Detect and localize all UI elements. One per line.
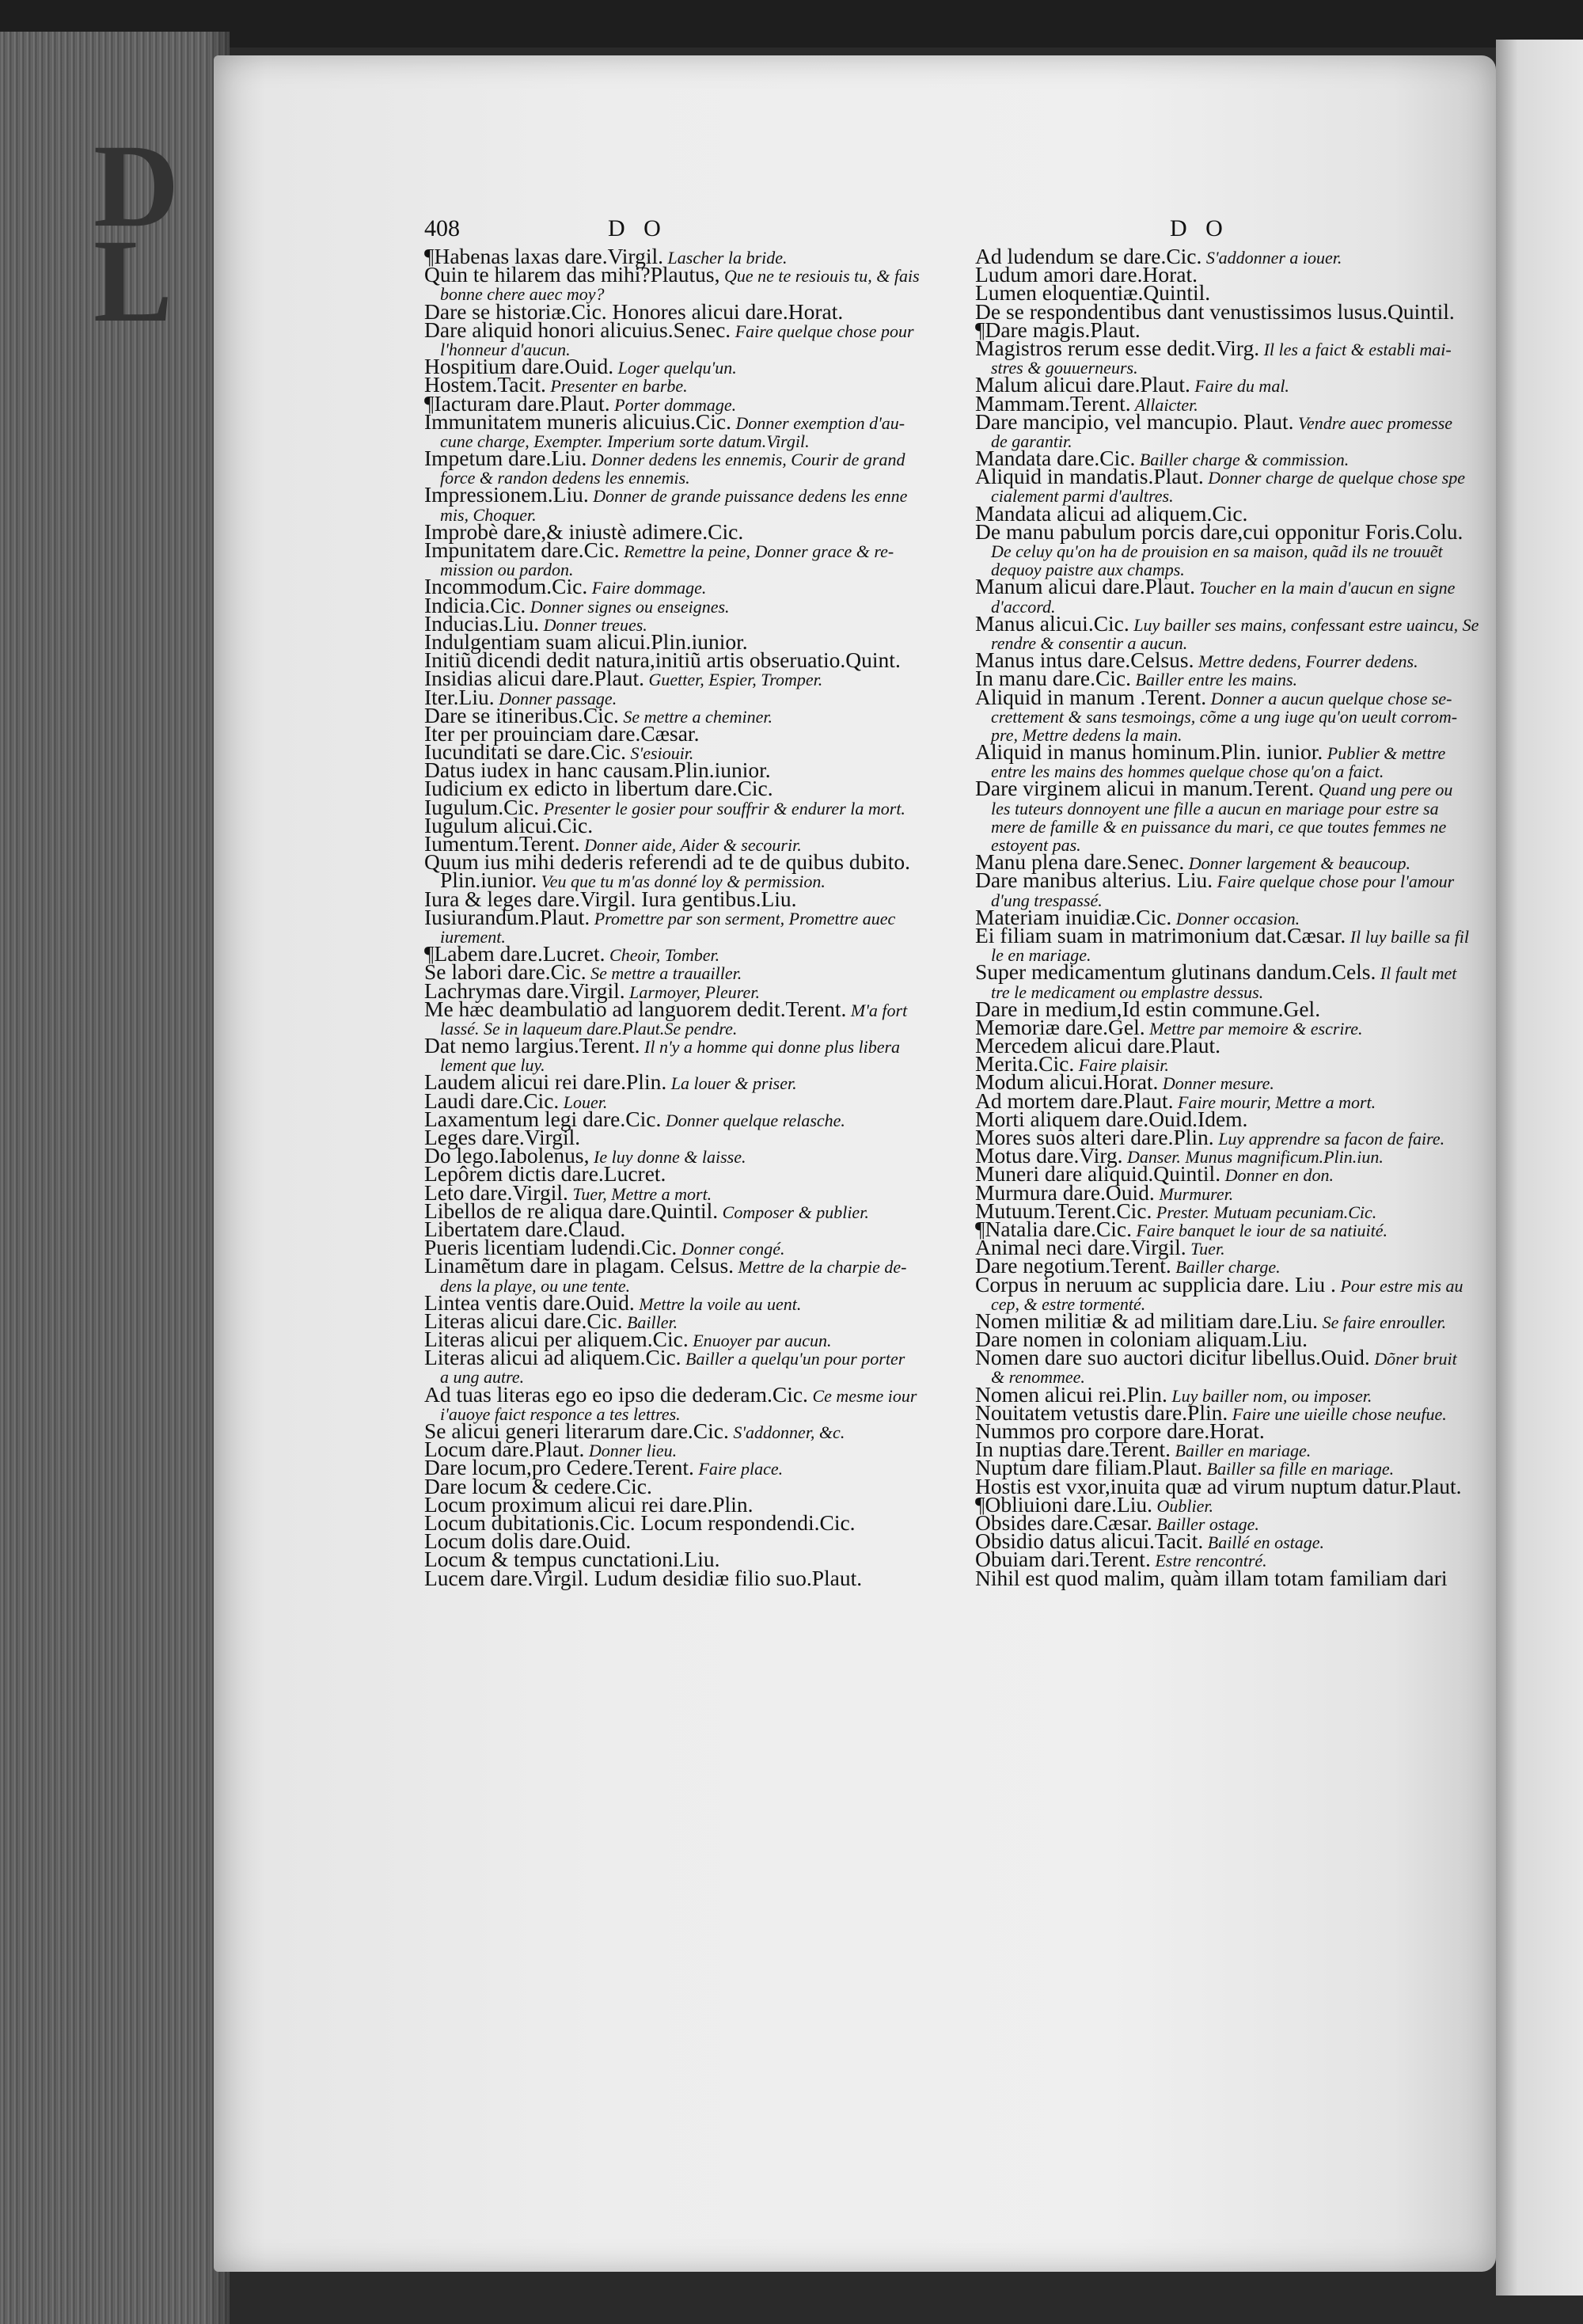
latin-phrase: Dare locum,pro Cedere.Terent. [424, 1455, 694, 1480]
latin-phrase: Motus dare.Virg. [975, 1143, 1123, 1168]
latin-phrase: Nomen alicui rei.Plin. [975, 1381, 1167, 1407]
french-gloss: l'honneur d'aucun. [440, 339, 571, 359]
latin-phrase: Iugulum alicui.Cic. [424, 812, 594, 837]
dictionary-line [975, 868, 1455, 893]
latin-phrase: Datus iudex in hanc causam.Plin.iunior. [424, 758, 771, 783]
latin-phrase: Immunitatem muneris alicuius.Cic. [424, 408, 731, 434]
french-gloss: Faire dommage. [587, 578, 707, 598]
french-gloss: Bailler entre les mains. [1131, 670, 1298, 690]
dictionary-line [975, 464, 1466, 489]
latin-phrase: Ad ludendum se dare.Cic. [975, 244, 1202, 268]
latin-phrase: Laudi dare.Cic. [424, 1088, 560, 1113]
latin-phrase: Iura & leges dare.Virgil. Iura gentibus.Liu. [424, 886, 797, 911]
latin-phrase: Linamẽtum dare in plagam. Celsus. [424, 1253, 735, 1278]
french-gloss: Quand ung pere ou [1314, 780, 1453, 800]
french-gloss: Estre rencontré. [1150, 1551, 1267, 1571]
french-gloss: Toucher en la main d'aucun en signe [1194, 578, 1456, 598]
latin-phrase: Libellos de re aliqua dare.Quintil. [424, 1198, 719, 1223]
dictionary-line [424, 1345, 905, 1370]
book-page-edges [0, 32, 230, 2324]
latin-phrase: Lintea ventis dare.Ouid. [424, 1289, 635, 1315]
right-column [975, 244, 1479, 1590]
french-gloss: Que ne te resiouis tu, & fais [719, 266, 920, 287]
dictionary-line [424, 317, 914, 342]
latin-phrase: Quin te hilarem das mihi?Plautus, [424, 262, 720, 287]
dictionary-line [975, 408, 1453, 434]
french-gloss: Faire quelque chose pour l'amour [1213, 872, 1455, 892]
latin-phrase: Dare in medium,Id estin commune.Gel. [975, 996, 1321, 1021]
scan-top-shadow [0, 0, 1583, 47]
french-gloss: Murmurer. [1154, 1183, 1234, 1204]
latin-phrase: Dare nomen in coloniam aliquam.Liu. [975, 1327, 1308, 1352]
dictionary-line [975, 541, 1443, 561]
french-gloss: S'addonner, &c. [728, 1422, 845, 1442]
latin-phrase: In manu dare.Cic. [975, 666, 1132, 691]
latin-phrase: Materiam inuidiæ.Cic. [975, 904, 1172, 929]
french-gloss: Donner a aucun quelque chose se- [1206, 688, 1452, 708]
french-gloss: Presenter le gosier pour souffrir & endurer la mort. [539, 798, 905, 818]
french-gloss: Donner aide, Aider & secourir. [579, 835, 802, 855]
french-gloss: Louer. [559, 1092, 608, 1112]
french-gloss: Donner congé. [677, 1239, 785, 1259]
latin-phrase: Corpus in neruum ac supplicia dare. Liu . [975, 1271, 1336, 1297]
french-gloss: dequoy paistre aux champs. [991, 560, 1185, 580]
latin-phrase: Impetum dare.Liu. [424, 446, 587, 471]
french-gloss: Il les a faict & establi mai- [1259, 339, 1452, 359]
french-gloss: Faire quelque chose pour [731, 321, 914, 341]
french-gloss: Tuer, Mettre a mort. [568, 1183, 712, 1204]
running-head-right: D O [1170, 215, 1229, 241]
french-gloss: Donner dedens les ennemis, Courir de grand [587, 450, 905, 470]
dictionary-line [424, 1565, 872, 1590]
french-gloss: Ce mesme iour [807, 1385, 917, 1406]
french-gloss: Mettre la voile au uent. [634, 1293, 802, 1314]
latin-phrase: Ei filiam suam in matrimonium dat.Cæsar. [975, 922, 1346, 947]
french-gloss: Dõner bruit [1369, 1349, 1457, 1369]
french-gloss: pre, Mettre dedens la main. [991, 724, 1183, 745]
latin-phrase: Se alicui generi literarum dare.Cic. [424, 1418, 729, 1443]
latin-phrase: Mores suos alteri dare.Plin. [975, 1125, 1214, 1149]
french-gloss: Ie luy donne & laisse. [589, 1147, 746, 1168]
french-gloss: S'addonner a iouer. [1201, 248, 1342, 268]
latin-phrase: Me hæc deambulatio ad languorem dedit.Terent. [424, 996, 847, 1021]
latin-phrase: Mammam.Terent. [975, 390, 1131, 416]
latin-phrase: ¶Dare magis.Plaut. [975, 317, 1141, 342]
french-gloss: Donner en don. [1220, 1165, 1334, 1186]
dictionary-line [424, 537, 894, 562]
french-gloss: Remettre la peine, Donner grace & re- [619, 541, 894, 561]
french-gloss: Loger quelqu'un. [613, 358, 737, 378]
dictionary-line [975, 610, 1479, 636]
french-gloss: Bailler charge. [1171, 1257, 1281, 1278]
dictionary-line [424, 262, 920, 287]
french-gloss: Bailler sa fille en mariage. [1202, 1459, 1395, 1479]
french-gloss: tre le medicament ou emplastre dessus. [991, 982, 1264, 1002]
dictionary-line [975, 684, 1452, 709]
french-gloss: De celuy qu'on ha de prouision en sa maison, quãd ils ne trouuẽt [991, 541, 1443, 561]
latin-phrase: Obsides dare.Cæsar. [975, 1509, 1152, 1535]
handwritten-margin-note [93, 120, 177, 347]
french-gloss: cep, & estre tormenté. [991, 1293, 1146, 1314]
latin-phrase: Dare se itineribus.Cic. [424, 702, 619, 727]
french-gloss: La louer & priser. [666, 1073, 797, 1094]
french-gloss: Pour estre mis au [1335, 1275, 1463, 1296]
latin-phrase: Manum alicui dare.Plaut. [975, 574, 1195, 599]
french-gloss: Faire du mal. [1190, 376, 1289, 397]
latin-phrase: Locum dubitationis.Cic. Locum respondendi.Cic. [424, 1509, 856, 1535]
french-gloss: crettement & sans tesmoings, cõme a ung iuge qu'on ueult corrom- [991, 706, 1458, 727]
french-gloss: Bailler ostage. [1152, 1513, 1259, 1534]
running-head-left: D O [608, 215, 667, 241]
french-gloss: Vendre auec promesse [1293, 412, 1453, 433]
dictionary-line [424, 1253, 907, 1278]
latin-phrase: Ad tuas literas ego eo ipso die dederam.Cic. [424, 1381, 808, 1407]
latin-phrase: Literas alicui per aliquem.Cic. [424, 1327, 689, 1352]
french-gloss: Faire mourir, Mettre a mort. [1173, 1092, 1376, 1112]
latin-phrase: Literas alicui ad aliquem.Cic. [424, 1345, 681, 1370]
latin-phrase: Indulgentiam suam alicui.Plin.iunior. [424, 628, 748, 654]
latin-phrase: Hostem.Tacit. [424, 372, 546, 397]
french-gloss: Se mettre a cheminer. [618, 706, 773, 727]
french-gloss: Bailler charge & commission. [1135, 450, 1350, 470]
french-gloss: Mettre dedens, Fourrer dedens. [1194, 651, 1418, 672]
latin-phrase: Iter.Liu. [424, 684, 495, 709]
french-gloss: Enuoyer par aucun. [688, 1331, 832, 1351]
latin-phrase: Leges dare.Virgil. [424, 1125, 581, 1149]
french-gloss: stres & gouuerneurs. [991, 358, 1138, 378]
latin-phrase: Nouitatem vetustis dare.Plin. [975, 1399, 1228, 1425]
facing-page-edge [1496, 40, 1583, 2296]
latin-phrase: Memoriæ dare.Gel. [975, 1014, 1145, 1039]
french-gloss: Mettre de la charpie de- [734, 1257, 907, 1278]
french-gloss: cune charge, Exempter. Imperium sorte datum.Virgil. [440, 431, 810, 451]
dictionary-line [424, 482, 908, 507]
latin-phrase: Leto dare.Virgil. [424, 1179, 568, 1205]
latin-phrase: Laudem alicui rei dare.Plin. [424, 1069, 667, 1095]
latin-phrase: Locum dolis dare.Ouid. [424, 1528, 632, 1554]
latin-phrase: Improbè dare,& iniustè adimere.Cic. [424, 518, 744, 544]
french-gloss: cialement parmi d'aultres. [991, 486, 1174, 507]
latin-phrase: Iudicium ex edicto in libertum dare.Cic. [424, 776, 773, 801]
latin-phrase: Locum dare.Plaut. [424, 1437, 585, 1462]
french-gloss: entre les mains des hommes quelque chose qu'on a faict. [991, 761, 1384, 782]
french-gloss: de garantir. [991, 431, 1072, 451]
latin-phrase: Iugulum.Cic. [424, 794, 540, 819]
latin-phrase: Locum proximum alicui rei dare.Plin. [424, 1491, 754, 1517]
french-gloss: iurement. [440, 926, 506, 947]
latin-phrase: ¶Iacturam dare.Plaut. [424, 390, 610, 416]
latin-phrase: Mandata alicui ad aliquem.Cic. [975, 500, 1248, 526]
latin-phrase: Dat nemo largius.Terent. [424, 1033, 640, 1058]
french-gloss: Donner signes ou enseignes. [526, 596, 730, 617]
french-gloss: Luy bailler nom, ou imposer. [1167, 1385, 1372, 1406]
latin-phrase: Iumentum.Terent. [424, 831, 580, 856]
french-gloss: Tuer. [1186, 1239, 1225, 1259]
french-gloss: Donner exemption d'au- [731, 412, 905, 433]
latin-phrase: Morti aliquem dare.Ouid.Idem. [975, 1106, 1248, 1131]
french-gloss: M'a fort [846, 1000, 908, 1020]
left-column [424, 244, 920, 1590]
french-gloss: Donner quelque relasche. [661, 1110, 845, 1130]
french-gloss: mere de famille & en puissance du mari, ce que toutes femmes ne [991, 816, 1447, 837]
latin-phrase: Quum ius mihi dederis referendi ad te de quibus dubito. [424, 849, 911, 875]
french-gloss: Donner passage. [494, 688, 617, 708]
french-gloss: a ung autre. [440, 1367, 525, 1388]
latin-phrase: Magistros rerum esse dedit.Virg. [975, 335, 1260, 360]
dictionary-line [424, 904, 896, 929]
latin-phrase: Mutuum.Terent.Cic. [975, 1198, 1152, 1223]
latin-phrase: Lepôrem dictis dare.Lucret. [424, 1161, 666, 1187]
french-gloss: Se faire enrouller. [1318, 1312, 1447, 1332]
latin-phrase: Mercedem alicui dare.Plaut. [975, 1033, 1221, 1058]
latin-phrase: Lucem dare.Virgil. Ludum desidiæ filio suo.Plaut. [424, 1565, 863, 1590]
french-gloss: Cheoir, Tomber. [605, 945, 720, 966]
dictionary-line [424, 408, 905, 434]
french-gloss: force & randon dedens les ennemis. [440, 468, 690, 488]
french-gloss: Porter dommage. [609, 394, 737, 415]
latin-phrase: Insidias alicui dare.Plaut. [424, 666, 644, 691]
latin-phrase: Dare negotium.Terent. [975, 1253, 1171, 1278]
french-gloss: Se mettre a trauailler. [586, 963, 742, 984]
latin-phrase: Laxamentum legi dare.Cic. [424, 1106, 662, 1131]
latin-phrase: Nihil est quod malim, quàm illam totam familiam dari [975, 1565, 1448, 1590]
french-gloss: Donner mesure. [1158, 1073, 1274, 1094]
french-gloss: Donner lieu. [584, 1441, 678, 1461]
french-gloss: d'ung trespassé. [991, 890, 1103, 910]
latin-phrase: Literas alicui dare.Cic. [424, 1308, 623, 1333]
latin-phrase: Iucunditati se dare.Cic. [424, 739, 627, 765]
margin-note-line-1: D [93, 120, 177, 252]
french-gloss: bonne chere auec moy? [440, 284, 605, 305]
french-gloss: Veu que tu m'as donné loy & permission. [537, 872, 826, 892]
french-gloss: i'auoye faict responce a tes lettres. [440, 1403, 681, 1424]
french-gloss: S'esiouir. [626, 743, 694, 764]
french-gloss: Bailler a quelqu'un pour porter [681, 1349, 905, 1369]
french-gloss: Donner treues. [539, 614, 647, 635]
dictionary-line [975, 922, 1470, 947]
dictionary-line [975, 574, 1456, 599]
dictionary-line [424, 1033, 901, 1058]
page-number: 408 [424, 215, 460, 241]
dictionary-line [975, 1565, 1448, 1590]
french-gloss: Oublier. [1152, 1495, 1214, 1516]
dictionary-line [424, 446, 905, 471]
latin-phrase: Hostis est vxor,inuita quæ ad virum nuptum datur.Plaut. [975, 1473, 1462, 1498]
french-gloss: Faire plaisir. [1074, 1055, 1169, 1076]
latin-phrase: De se respondentibus dant venustissimos lusus.Quintil. [975, 298, 1455, 324]
french-gloss: Presenter en barbe. [545, 376, 688, 397]
french-gloss: d'accord. [991, 596, 1056, 617]
latin-phrase: De manu pabulum porcis dare,cui opponitur Foris.Colu. [975, 518, 1463, 544]
latin-phrase: Obuiam dari.Terent. [975, 1547, 1151, 1572]
latin-phrase: Dare mancipio, vel mancupio. Plaut. [975, 408, 1294, 434]
latin-phrase: Impressionem.Liu. [424, 482, 589, 507]
latin-phrase: ¶Habenas laxas dare.Virgil. [424, 244, 664, 268]
latin-phrase: Inducias.Liu. [424, 610, 540, 636]
french-gloss: Faire banquet le iour de sa natiuité. [1132, 1220, 1388, 1240]
latin-phrase: Dare se historiæ.Cic. Honores alicui dare.Horat. [424, 298, 844, 324]
latin-phrase: Manus intus dare.Celsus. [975, 647, 1194, 673]
latin-phrase: Modum alicui.Horat. [975, 1069, 1159, 1095]
latin-phrase: Aliquid in manum .Terent. [975, 684, 1207, 709]
french-gloss: Luy apprendre sa facon de faire. [1213, 1129, 1445, 1149]
french-gloss: Faire une uieille chose neufue. [1228, 1403, 1447, 1424]
dictionary-line [975, 739, 1446, 765]
dictionary-line [975, 959, 1457, 985]
french-gloss: Composer & publier. [718, 1202, 869, 1222]
latin-phrase: Manu plena dare.Senec. [975, 849, 1185, 875]
margin-note-line-2: L [93, 215, 170, 347]
french-gloss: Donner charge de quelque chose spe [1203, 468, 1466, 488]
latin-phrase: Obsidio datus alicui.Tacit. [975, 1528, 1204, 1554]
latin-phrase: Se labori dare.Cic. [424, 959, 587, 985]
latin-phrase: Incommodum.Cic. [424, 574, 588, 599]
latin-phrase: Iter per prouinciam dare.Cæsar. [424, 720, 700, 746]
latin-phrase: Dare virginem alicui in manum.Terent. [975, 776, 1315, 801]
french-gloss: Publier & mettre [1323, 743, 1446, 764]
dictionary-line [975, 816, 1447, 837]
latin-phrase: Aliquid in manus hominum.Plin. iunior. [975, 739, 1323, 765]
latin-phrase: Hospitium dare.Ouid. [424, 354, 614, 379]
latin-phrase: Ludum amori dare.Horat. [975, 262, 1198, 287]
french-gloss: Il fault met [1376, 963, 1457, 984]
latin-phrase: Impunitatem dare.Cic. [424, 537, 620, 562]
dictionary-line [975, 776, 1453, 801]
french-gloss: lement que luy. [440, 1055, 545, 1076]
french-gloss: mission ou pardon. [440, 560, 574, 580]
french-gloss: & renommee. [991, 1367, 1085, 1388]
dictionary-line [424, 1381, 917, 1407]
latin-phrase: Malum alicui dare.Plaut. [975, 372, 1190, 397]
french-gloss: Bailler. [622, 1312, 678, 1332]
latin-phrase: ¶Labem dare.Lucret. [424, 941, 605, 966]
french-gloss: le en mariage. [991, 945, 1091, 966]
french-gloss: Baillé en ostage. [1203, 1532, 1325, 1553]
latin-phrase: Mandata dare.Cic. [975, 446, 1136, 471]
dictionary-line [975, 798, 1439, 818]
latin-phrase: Initiũ dicendi dedit natura,initiũ artis obseruatio.Quint. [424, 647, 901, 673]
latin-phrase: Super medicamentum glutinans dandum.Cels. [975, 959, 1376, 985]
french-gloss: Promettre par son serment, Promettre auec [590, 908, 896, 928]
french-gloss: Faire place. [693, 1459, 784, 1479]
dictionary-line [975, 518, 1463, 544]
latin-phrase: Lumen eloquentiæ.Quintil. [975, 280, 1211, 306]
dictionary-line [424, 996, 908, 1021]
latin-phrase: Do lego.Iabolenus, [424, 1143, 590, 1168]
french-gloss: rendre & consentir a aucun. [991, 632, 1188, 653]
dictionary-line [975, 1345, 1457, 1370]
latin-phrase: Pueris licentiam ludendi.Cic. [424, 1235, 678, 1260]
french-gloss: Prester. Mutuam pecuniam.Cic. [1152, 1202, 1377, 1222]
latin-phrase: Dare locum & cedere.Cic. [424, 1473, 652, 1498]
dictionary-line [975, 1271, 1463, 1297]
french-gloss: lassé. Se in laqueum dare.Plaut.Se pendre. [440, 1018, 738, 1039]
latin-phrase: Aliquid in mandatis.Plaut. [975, 464, 1204, 489]
latin-phrase: Ad mortem dare.Plaut. [975, 1088, 1174, 1113]
french-gloss: Danser. Munus magnificum.Plin.iun. [1122, 1147, 1384, 1168]
latin-phrase: Merita.Cic. [975, 1051, 1075, 1077]
latin-phrase: Libertatem dare.Claud. [424, 1216, 626, 1241]
latin-phrase: Nomen militiæ & ad militiam dare.Liu. [975, 1308, 1319, 1333]
french-gloss: les tuteurs donnoyent une fille a aucun en mariage pour estre sa [991, 798, 1439, 818]
french-gloss: estoyent pas. [991, 835, 1081, 855]
french-gloss: mis, Choquer. [440, 504, 537, 525]
french-gloss: Luy bailler ses mains, confessant estre uaincu, Se [1129, 614, 1479, 635]
latin-phrase: Animal neci dare.Virgil. [975, 1235, 1186, 1260]
latin-phrase: Nummos pro corpore dare.Horat. [975, 1418, 1265, 1443]
latin-phrase: ¶Obliuioni dare.Liu. [975, 1491, 1153, 1517]
latin-phrase: Murmura dare.Ouid. [975, 1179, 1155, 1205]
french-gloss: Il n'y a homme qui donne plus libera [640, 1037, 901, 1058]
latin-phrase: Locum & tempus cunctationi.Liu. [424, 1547, 720, 1572]
french-gloss: Larmoyer, Pleurer. [624, 982, 760, 1002]
french-gloss: Lascher la bride. [663, 248, 788, 268]
french-gloss: Guetter, Espier, Tromper. [643, 670, 823, 690]
dictionary-line [975, 335, 1452, 360]
latin-phrase: Manus alicui.Cic. [975, 610, 1129, 636]
french-gloss: dens la playe, ou une tente. [440, 1275, 631, 1296]
dictionary-line [975, 706, 1458, 727]
french-gloss: Donner largement & beaucoup. [1184, 853, 1410, 874]
french-gloss: Donner de grande puissance dedens les enne [588, 486, 908, 507]
latin-phrase: Indicia.Cic. [424, 592, 526, 617]
french-gloss: Allaicter. [1130, 394, 1198, 415]
latin-phrase: Dare manibus alterius. Liu. [975, 868, 1213, 893]
latin-phrase: Lachrymas dare.Virgil. [424, 978, 625, 1003]
latin-phrase: Nuptum dare filiam.Plaut. [975, 1455, 1203, 1480]
latin-phrase: ¶Natalia dare.Cic. [975, 1216, 1132, 1241]
french-gloss: Mettre par memoire & escrire. [1145, 1018, 1363, 1039]
latin-phrase: Iusiurandum.Plaut. [424, 904, 590, 929]
latin-phrase: Muneri dare aliquid.Quintil. [975, 1161, 1221, 1187]
french-gloss: Bailler en mariage. [1171, 1441, 1312, 1461]
french-gloss: Donner occasion. [1171, 908, 1300, 928]
latin-phrase: Nomen dare suo auctori dicitur libellus.Ouid. [975, 1345, 1370, 1370]
latin-phrase: Plin.iunior. [440, 868, 537, 893]
latin-phrase: In nuptias dare.Terent. [975, 1437, 1171, 1462]
latin-phrase: Dare aliquid honori alicuius.Senec. [424, 317, 731, 342]
french-gloss: Il luy baille sa fil [1346, 926, 1470, 947]
